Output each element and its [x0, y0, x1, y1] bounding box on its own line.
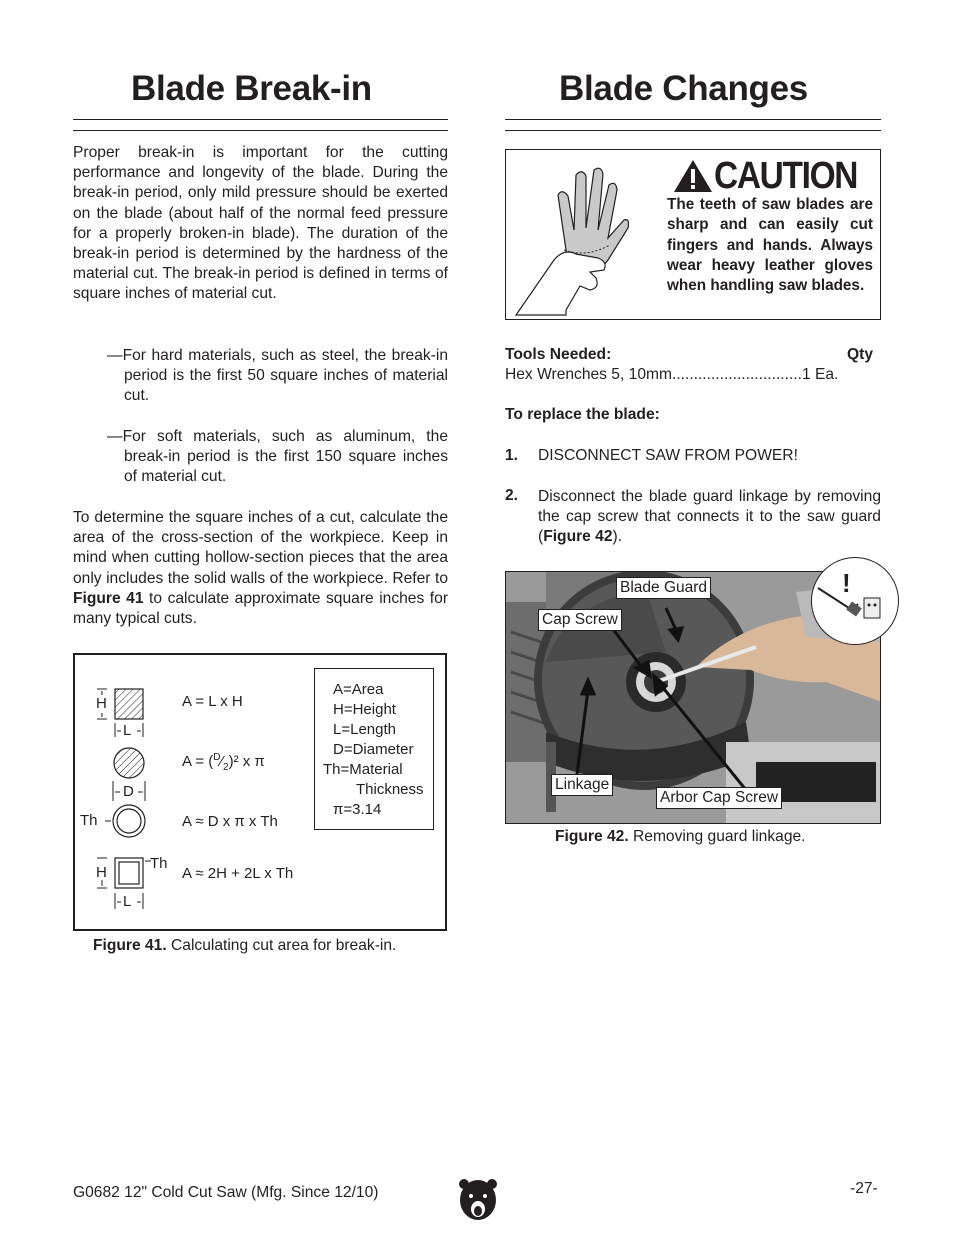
footer-model: G0682 12" Cold Cut Saw (Mfg. Since 12/10)	[73, 1184, 379, 1201]
solid-circle-shape	[114, 748, 144, 778]
formula-circle-a: A = (	[182, 753, 214, 770]
hollow-circle-shape	[113, 805, 145, 837]
hard-materials-bullet	[107, 346, 448, 407]
dim-label-d: D	[123, 783, 134, 800]
break-in-intro-paragraph: Proper break-in is important for the cutting performance and longevity of the blade. During the break-in period, only mild pressure should be exerted on the blade (about half of the normal feed pressure for a properly broken-in blade). The duration of the break-in period is determined by the hardness of the material cut. The break-in period is defined in terms of square inches of material cut.	[73, 144, 448, 303]
legend-area: A=Area	[333, 681, 384, 698]
warning-exclamation-icon: !	[842, 568, 851, 598]
tool-item-name: Hex Wrenches 5, 10mm	[505, 366, 672, 383]
legend-length: L=Length	[333, 721, 396, 738]
caution-message: The teeth of saw blades are sharp and can easily cut fingers and hands. Always wear heavy leather gloves when handling saw blades.	[667, 196, 873, 295]
caution-warning-icon	[672, 158, 714, 194]
step-2-text-a: Disconnect the blade guard linkage by removing the cap screw that connects it to the saw guard (	[538, 488, 881, 546]
tool-item-qty: 1 Ea.	[801, 366, 839, 383]
figure-41-caption-label: Figure 41.	[93, 937, 167, 954]
tool-item-leader: ..............................	[671, 366, 802, 383]
right-title-rule-top	[505, 119, 881, 120]
soft-materials-text: —For soft materials, such as aluminum, the break-in period is the first 150 square inches of material cut.	[107, 428, 448, 486]
cap-screw-label: Cap Screw	[538, 609, 622, 631]
page-title-blade-changes: Blade Changes	[559, 69, 808, 108]
unplug-warning-inset	[811, 557, 899, 645]
title-rule-top	[73, 119, 448, 120]
title-rule-bottom	[73, 130, 448, 131]
grizzly-bear-logo-icon	[458, 1178, 498, 1222]
formula-rectangle: A = L x H	[182, 693, 243, 710]
square-inches-paragraph	[73, 508, 448, 629]
gloved-hand-image	[506, 150, 659, 319]
figure-42-caption-label: Figure 42.	[555, 828, 629, 845]
page-title-blade-break-in: Blade Break-in	[131, 69, 372, 108]
legend-thickness: Th=Material	[323, 761, 403, 778]
soft-materials-bullet	[107, 427, 448, 488]
formula-circle	[182, 752, 265, 773]
figure41-reference: Figure 41	[73, 589, 144, 607]
tool-item-row	[505, 366, 881, 384]
arbor-cap-screw-label: Arbor Cap Screw	[656, 787, 782, 809]
dim-label-l-hollow: L	[123, 893, 132, 910]
legend-box	[314, 668, 434, 830]
dim-label-h-hollow: H	[96, 864, 107, 881]
right-title-rule-bottom	[505, 130, 881, 131]
step-2-text-b: ).	[612, 528, 623, 546]
footer-page-number: -27-	[850, 1180, 878, 1197]
figure-41-caption	[93, 937, 396, 955]
legend-diameter: D=Diameter	[333, 741, 414, 758]
figure42-reference: Figure 42	[543, 528, 613, 546]
tools-needed-label: Tools Needed:	[505, 346, 612, 363]
dim-label-l: L	[123, 722, 132, 739]
qty-label: Qty	[847, 346, 873, 363]
solid-rectangle-shape	[115, 689, 143, 719]
legend-height: H=Height	[333, 701, 396, 718]
figure-42-caption	[555, 828, 806, 846]
replace-blade-heading: To replace the blade:	[505, 406, 660, 423]
blade-guard-label: Blade Guard	[616, 577, 711, 599]
formula-circle-2: 2	[223, 762, 229, 773]
para2-text-b: to calculate approximate square inches for many typical cuts.	[73, 589, 449, 628]
dim-label-th: Th	[80, 812, 98, 829]
formula-circle-slash: ⁄	[220, 753, 224, 770]
step-1-text: DISCONNECT SAW FROM POWER!	[538, 447, 798, 464]
formula-hollow-circle: A ≈ D x π x Th	[182, 813, 278, 830]
figure-41-caption-text: Calculating cut area for break-in.	[166, 937, 397, 954]
formula-circle-b: )² x π	[228, 753, 265, 770]
para2-text-a: To determine the square inches of a cut, calculate the area of the cross-section of the workpiece. Keep in mind when cutting hollow-section pieces that the area only includes the solid walls of the workpiece. Refer to	[73, 509, 448, 587]
caution-box	[505, 149, 881, 320]
legend-thickness-cont: Thickness	[356, 781, 424, 798]
formula-hollow-rectangle: A ≈ 2H + 2L x Th	[182, 865, 294, 882]
legend-pi: π=3.14	[333, 801, 382, 818]
hard-materials-text: —For hard materials, such as steel, the break-in period is the first 50 square inches of material cut.	[107, 347, 448, 405]
dim-label-h: H	[96, 695, 107, 712]
linkage-label: Linkage	[551, 774, 613, 796]
caution-heading: CAUTION	[714, 155, 858, 197]
figure-42-caption-text: Removing guard linkage.	[628, 828, 806, 845]
power-plug-icon	[812, 558, 898, 644]
formula-circle-d: D	[213, 752, 221, 763]
figure-41-box	[73, 653, 447, 931]
dim-label-th-hollow: Th	[150, 855, 168, 872]
step-1-number: 1.	[505, 447, 519, 464]
step-2-text	[538, 487, 881, 548]
step-2-number: 2.	[505, 487, 519, 504]
